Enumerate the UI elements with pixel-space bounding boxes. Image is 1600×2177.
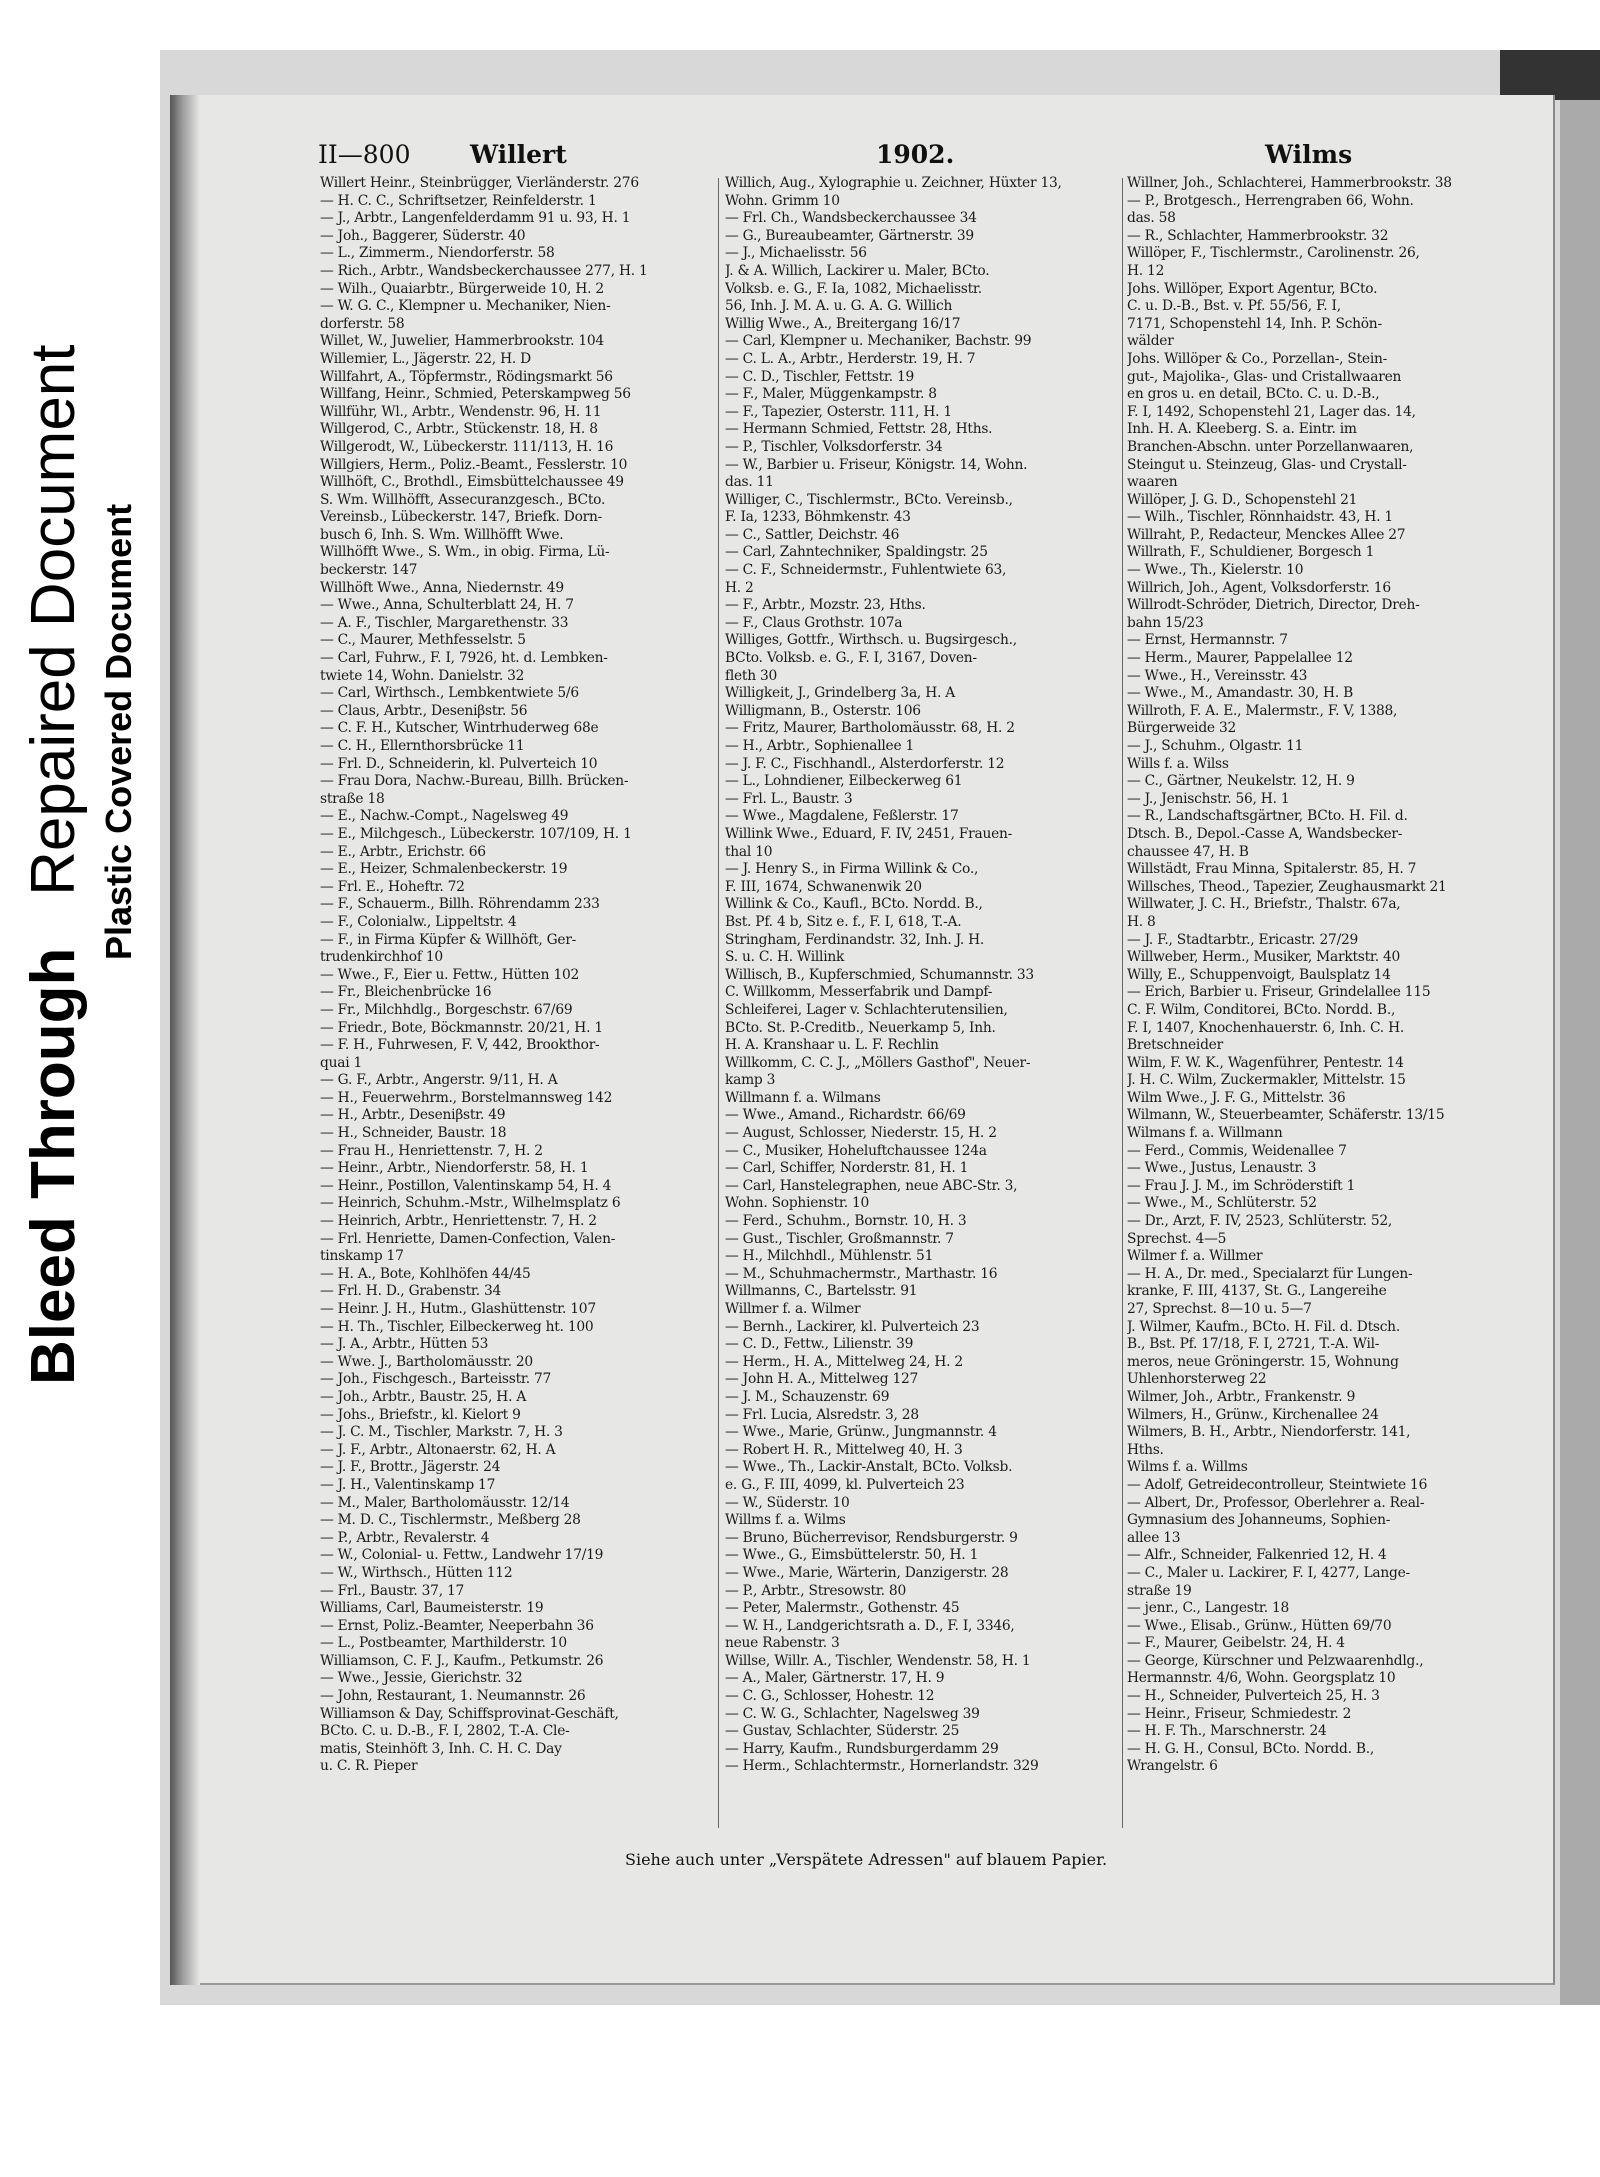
directory-entry-line: — Ernst, Hermannstr. 7 xyxy=(1127,632,1288,649)
directory-entry-line: — J. F., Brottr., Jägerstr. 24 xyxy=(320,1459,501,1476)
directory-entry-line: Willsches, Theod., Tapezier, Zeughausmarkt 21 xyxy=(1127,878,1447,895)
directory-entry-line: — Heinr., Friseur, Schmiedestr. 2 xyxy=(1127,1705,1352,1722)
directory-entry-line: — J. H., Valentinskamp 17 xyxy=(320,1476,496,1493)
directory-entry-line: B., Bst. Pf. 17/18, F. I, 2721, T.-A. Wil- xyxy=(1127,1336,1380,1353)
directory-entry-line: Willemier, L., Jägerstr. 22, H. D xyxy=(320,350,531,367)
directory-entry-line: 27, Sprechst. 8—10 u. 5—7 xyxy=(1127,1301,1312,1317)
directory-entry-line: Wilmann, W., Steuerbeamter, Schäferstr. 13/15 xyxy=(1127,1107,1445,1124)
directory-column-3 xyxy=(1127,175,1525,1840)
directory-entry-line: — G., Bureaubeamter, Gärtnerstr. 39 xyxy=(725,227,974,244)
directory-entry-line: Williamson, C. F. J., Kaufm., Petkumstr. 26 xyxy=(320,1652,604,1669)
directory-entry-line: — W., Barbier u. Friseur, Königstr. 14, Wohn. xyxy=(725,456,1028,473)
directory-entry-line: — Claus, Arbtr., Deseniβstr. 56 xyxy=(320,702,528,719)
directory-entry-line: quai 1 xyxy=(320,1054,363,1071)
directory-entry-line: — Frl. Lucia, Alsredstr. 3, 28 xyxy=(725,1406,919,1423)
directory-entry-line: — Herm., Maurer, Pappelallee 12 xyxy=(1127,650,1353,667)
directory-entry-line: — J., Jenischstr. 56, H. 1 xyxy=(1127,790,1290,807)
directory-entry-line: — Frau H., Henriettenstr. 7, H. 2 xyxy=(320,1142,543,1159)
directory-entry-line: Hermannstr. 4/6, Wohn. Georgsplatz 10 xyxy=(1127,1670,1396,1687)
directory-entry-line: Willwater, J. C. H., Briefstr., Thalstr. 67a, xyxy=(1127,896,1401,913)
directory-entry-line: — C., Sattler, Deichstr. 46 xyxy=(725,526,900,543)
directory-entry-line: Willmanns, C., Bartelsstr. 91 xyxy=(725,1283,918,1300)
directory-entry-line: — F., Tapezier, Osterstr. 111, H. 1 xyxy=(725,403,952,420)
directory-entry-line: H. 12 xyxy=(1127,262,1165,279)
directory-entry-line: — Wwe., Elisab., Grünw., Hütten 69/70 xyxy=(1127,1617,1392,1634)
directory-entry-line: — Heinrich, Arbtr., Henriettenstr. 7, H. 2 xyxy=(320,1213,597,1230)
directory-entry-line: S. u. C. H. Willink xyxy=(725,949,845,966)
directory-entry-line: — Rich., Arbtr., Wandsbeckerchaussee 277, H. 1 xyxy=(320,262,648,279)
directory-entry-line: Willkomm, C. C. J., „Möllers Gasthof", Neuer- xyxy=(725,1054,1031,1071)
directory-entry-line: Willink Wwe., Eduard, F. IV, 2451, Frauen- xyxy=(725,825,1013,842)
directory-entry-line: — F., Arbtr., Mozstr. 23, Hths. xyxy=(725,597,926,614)
directory-column-2 xyxy=(725,175,1121,1840)
directory-entry-line: — Ernst, Poliz.-Beamter, Neeperbahn 36 xyxy=(320,1617,594,1634)
directory-entry-line: — Dr., Arzt, F. IV, 2523, Schlüterstr. 52, xyxy=(1127,1213,1393,1230)
directory-entry-line: — Hermann Schmied, Fettstr. 28, Hths. xyxy=(725,421,993,438)
directory-entry-line: — Wilh., Quaiarbtr., Bürgerweide 10, H. 2 xyxy=(320,280,604,297)
directory-entry-line: — C. H., Ellernthorsbrücke 11 xyxy=(320,738,525,754)
directory-entry-line: Wilmer f. a. Willmer xyxy=(1127,1248,1263,1265)
directory-entry-line: — H., Arbtr., Sophienallee 1 xyxy=(725,738,915,754)
directory-entry-line: — Frl. Ch., Wandsbeckerchaussee 34 xyxy=(725,210,977,227)
directory-entry-line: Willner, Joh., Schlachterei, Hammerbrookstr. 38 xyxy=(1127,175,1452,191)
directory-entry-line: Willich, Aug., Xylographie u. Zeichner, Hüxter 13, xyxy=(725,175,1062,191)
directory-entry-line: Willmann f. a. Wilmans xyxy=(725,1089,881,1106)
directory-entry-line: BCto. Volksb. e. G., F. I, 3167, Doven- xyxy=(725,650,977,667)
directory-entry-line: — Carl, Schiffer, Norderstr. 81, H. 1 xyxy=(725,1160,969,1177)
directory-entry-line: busch 6, Inh. S. Wm. Willhöfft Wwe. xyxy=(320,526,564,543)
directory-entry-line: Willhöft, C., Brothdl., Eimsbüttelchaussee 49 xyxy=(320,474,624,491)
directory-entry-line: — H. A., Dr. med., Specialarzt für Lungen- xyxy=(1127,1265,1413,1282)
directory-entry-line: Willweber, Herm., Musiker, Marktstr. 40 xyxy=(1127,949,1401,966)
directory-entry-line: — H. Th., Tischler, Eilbeckerweg ht. 100 xyxy=(320,1318,594,1335)
directory-entry-line: H. A. Kranshaar u. L. F. Rechlin xyxy=(725,1037,939,1054)
directory-column-1 xyxy=(320,175,712,1840)
directory-entry-line: — Gustav, Schlachter, Süderstr. 25 xyxy=(725,1723,960,1740)
directory-entry-line: — Joh., Fischgesch., Barteisstr. 77 xyxy=(320,1371,552,1388)
label-plastic-covered: Plastic Covered Document xyxy=(98,503,139,960)
directory-entry-line: — Johs., Briefstr., kl. Kielort 9 xyxy=(320,1406,521,1423)
directory-entry-line: Johs. Willöper, Export Agentur, BCto. xyxy=(1127,280,1378,297)
directory-entry-line: beckerstr. 147 xyxy=(320,562,418,579)
page-gutter-shadow xyxy=(170,95,200,1985)
directory-entry-line: Willrich, Joh., Agent, Volksdorferstr. 16 xyxy=(1127,579,1391,596)
directory-entry-line: — C. F., Schneidermstr., Fuhlentwiete 63, xyxy=(725,562,1007,579)
directory-entry-line: — Joh., Arbtr., Baustr. 25, H. A xyxy=(320,1388,527,1405)
directory-entry-line: — E., Milchgesch., Lübeckerstr. 107/109, H. 1 xyxy=(320,825,632,842)
directory-entry-line: bahn 15/23 xyxy=(1127,614,1204,631)
directory-entry-line: — P., Brotgesch., Herrengraben 66, Wohn. xyxy=(1127,192,1414,209)
directory-entry-line: Willgiers, Herm., Poliz.-Beamt., Fesslerstr. 10 xyxy=(320,456,628,473)
directory-entry-line: — Frl. L., Baustr. 3 xyxy=(725,790,853,807)
directory-entry-line: H. 8 xyxy=(1127,913,1156,930)
directory-entry-line: — M. D. C., Tischlermstr., Meßberg 28 xyxy=(320,1512,581,1529)
directory-entry-line: das. 11 xyxy=(725,474,774,491)
directory-entry-line: Uhlenhorsterweg 22 xyxy=(1127,1371,1267,1388)
directory-entry-line: Bretschneider xyxy=(1127,1037,1223,1054)
directory-entry-line: — Carl, Zahntechniker, Spaldingstr. 25 xyxy=(725,544,988,561)
directory-entry-line: Willhöft Wwe., Anna, Niedernstr. 49 xyxy=(320,579,564,596)
directory-entry-line: — F., Schauerm., Billh. Röhrendamm 233 xyxy=(320,896,600,913)
directory-entry-line: — C., Gärtner, Neukelstr. 12, H. 9 xyxy=(1127,773,1355,790)
directory-entry-line: — Wwe., Th., Kielerstr. 10 xyxy=(1127,562,1304,579)
directory-entry-line: Sprechst. 4—5 xyxy=(1127,1230,1227,1247)
directory-entry-line: — J., Arbtr., Langenfelderdamm 91 u. 93, H. 1 xyxy=(320,210,631,227)
directory-entry-line: — Carl, Fuhrw., F. I, 7926, ht. d. Lembken- xyxy=(320,650,608,667)
directory-entry-line: — Wwe., Marie, Wärterin, Danzigerstr. 28 xyxy=(725,1564,1009,1581)
directory-entry-line: Willink & Co., Kaufl., BCto. Nordd. B., xyxy=(725,896,983,913)
page-number: II—800 xyxy=(318,140,411,169)
directory-entry-line: Willöper, J. G. D., Schopenstehl 21 xyxy=(1127,491,1358,508)
directory-entry-line: — Carl, Wirthsch., Lembkentwiete 5/6 xyxy=(320,685,579,702)
directory-entry-line: — M., Schuhmachermstr., Marthastr. 16 xyxy=(725,1265,998,1282)
directory-entry-line: — Harry, Kaufm., Rundsburgerdamm 29 xyxy=(725,1740,999,1757)
directory-entry-line: — W., Süderstr. 10 xyxy=(725,1494,850,1511)
directory-entry-line: — Joh., Baggerer, Süderstr. 40 xyxy=(320,227,526,244)
directory-entry-line: — John, Restaurant, 1. Neumannstr. 26 xyxy=(320,1688,586,1705)
directory-entry-line: — John H. A., Mittelweg 127 xyxy=(725,1371,919,1388)
directory-entry-line: — Frl. E., Hoheftr. 72 xyxy=(320,878,465,895)
directory-entry-line: Willse, Willr. A., Tischler, Wendenstr. 58, H. 1 xyxy=(725,1652,1031,1669)
directory-entry-line: — Frau Dora, Nachw.-Bureau, Billh. Brücken- xyxy=(320,773,629,790)
directory-entry-line: Steingut u. Steinzeug, Glas- und Crystall- xyxy=(1127,456,1407,473)
directory-entry-line: J. & A. Willich, Lackirer u. Maler, BCto. xyxy=(725,262,990,279)
directory-entry-line: Willhöfft Wwe., S. Wm., in obig. Firma, Lü- xyxy=(320,544,610,561)
directory-entry-line: 7171, Schopenstehl 14, Inh. P. Schön- xyxy=(1127,315,1382,332)
directory-entry-line: — Fr., Bleichenbrücke 16 xyxy=(320,984,492,1001)
directory-entry-line: — Albert, Dr., Professor, Oberlehrer a. Real- xyxy=(1127,1494,1425,1511)
directory-entry-line: — R., Schlachter, Hammerbrookstr. 32 xyxy=(1127,227,1389,244)
directory-entry-line: thal 10 xyxy=(725,843,773,860)
directory-entry-line: — H. F. Th., Marschnerstr. 24 xyxy=(1127,1723,1327,1740)
directory-entry-line: — E., Arbtr., Erichstr. 66 xyxy=(320,843,486,860)
directory-entry-line: — H., Schneider, Baustr. 18 xyxy=(320,1125,507,1142)
directory-entry-line: Willgerodt, W., Lübeckerstr. 111/113, H. 16 xyxy=(320,438,614,455)
directory-entry-line: — G. F., Arbtr., Angerstr. 9/11, H. A xyxy=(320,1072,558,1089)
directory-entry-line: Stringham, Ferdinandstr. 32, Inh. J. H. xyxy=(725,931,985,948)
directory-entry-line: — Bruno, Bücherrevisor, Rendsburgerstr. 9 xyxy=(725,1529,1018,1546)
directory-entry-line: — J. A., Arbtr., Hütten 53 xyxy=(320,1336,489,1353)
directory-entry-line: — C., Maler u. Lackirer, F. I, 4277, Lange- xyxy=(1127,1564,1410,1581)
directory-entry-line: — C. D., Fettw., Lilienstr. 39 xyxy=(725,1336,914,1353)
directory-entry-line: — Heinr., Postillon, Valentinskamp 54, H. 4 xyxy=(320,1177,612,1194)
directory-entry-line: Willfahrt, A., Töpfermstr., Rödingsmarkt 56 xyxy=(320,368,613,385)
directory-entry-line: S. Wm. Willhöfft, Assecuranzgesch., BCto. xyxy=(320,491,606,508)
directory-entry-line: allee 13 xyxy=(1127,1529,1181,1546)
directory-entry-line: — F., in Firma Küpfer & Willhöft, Ger- xyxy=(320,931,577,948)
directory-entry-line: — Peter, Malermstr., Gothenstr. 45 xyxy=(725,1600,960,1617)
column-rule xyxy=(718,178,719,1828)
directory-entry-line: — A., Maler, Gärtnerstr. 17, H. 9 xyxy=(725,1670,945,1687)
directory-entry-line: dorferstr. 58 xyxy=(320,315,405,332)
directory-entry-line: — Ferd., Commis, Weidenallee 7 xyxy=(1127,1142,1347,1159)
directory-entry-line: — J. M., Schauzenstr. 69 xyxy=(725,1388,890,1405)
directory-entry-line: — Wwe., Th., Lackir-Anstalt, BCto. Volksb. xyxy=(725,1459,1013,1476)
directory-entry-line: Hths. xyxy=(1127,1441,1164,1458)
directory-entry-line: — A. F., Tischler, Margarethenstr. 33 xyxy=(320,614,569,631)
directory-entry-line: — Heinr. J. H., Hutm., Glashüttenstr. 107 xyxy=(320,1301,596,1317)
directory-entry-line: Dtsch. B., Depol.-Casse A, Wandsbecker- xyxy=(1127,825,1403,842)
directory-entry-line: Willms f. a. Wilms xyxy=(725,1512,846,1529)
directory-entry-line: twiete 14, Wohn. Danielstr. 32 xyxy=(320,667,525,684)
directory-entry-line: Willy, E., Schuppenvoigt, Baulsplatz 14 xyxy=(1127,966,1391,983)
directory-entry-line: u. C. R. Pieper xyxy=(320,1758,418,1775)
scan-dark-corner xyxy=(1500,50,1600,100)
directory-entry-line: — W., Wirthsch., Hütten 112 xyxy=(320,1564,513,1581)
directory-entry-line: — P., Arbtr., Stresowstr. 80 xyxy=(725,1582,906,1599)
directory-entry-line: — F. H., Fuhrwesen, F. V, 442, Brookthor- xyxy=(320,1037,600,1054)
directory-entry-line: Williamson & Day, Schiffsprovinat-Geschäft, xyxy=(320,1705,619,1722)
directory-entry-line: — Wwe., Jessie, Gierichstr. 32 xyxy=(320,1670,523,1687)
directory-entry-line: — Friedr., Bote, Böckmannstr. 20/21, H. 1 xyxy=(320,1019,603,1036)
directory-entry-line: H. 2 xyxy=(725,579,754,596)
label-repaired: Repaired Document xyxy=(19,344,88,896)
directory-entry-line: — F., Claus Grothstr. 107a xyxy=(725,614,903,631)
directory-entry-line: — jenr., C., Langestr. 18 xyxy=(1127,1600,1290,1617)
directory-entry-line: J. Wilmer, Kaufm., BCto. H. Fil. d. Dtsch. xyxy=(1127,1318,1400,1335)
directory-entry-line: waaren xyxy=(1127,474,1178,491)
directory-entry-line: — H., Schneider, Pulverteich 25, H. 3 xyxy=(1127,1688,1380,1705)
directory-entry-line: — F., Maurer, Geibelstr. 24, H. 4 xyxy=(1127,1635,1345,1652)
directory-entry-line: wälder xyxy=(1127,333,1174,350)
directory-entry-line: Wilms f. a. Willms xyxy=(1127,1459,1248,1476)
directory-entry-line: — H., Feuerwehrm., Borstelmannsweg 142 xyxy=(320,1089,613,1106)
directory-entry-line: 56, Inh. J. M. A. u. G. A. G. Willich xyxy=(725,298,953,315)
directory-entry-line: — C. G., Schlosser, Hohestr. 12 xyxy=(725,1688,935,1705)
directory-entry-line: — Bernh., Lackirer, kl. Pulverteich 23 xyxy=(725,1318,980,1335)
directory-entry-line: tinskamp 17 xyxy=(320,1248,404,1265)
directory-entry-line: Willrodt-Schröder, Dietrich, Director, Dreh- xyxy=(1127,597,1420,614)
side-label-primary xyxy=(18,344,89,1385)
directory-entry-line: Wohn. Sophienstr. 10 xyxy=(725,1195,870,1212)
directory-entry-line: — Herm., Schlachtermstr., Hornerlandstr. 329 xyxy=(725,1758,1039,1775)
directory-entry-line: — M., Maler, Bartholomäusstr. 12/14 xyxy=(320,1494,570,1511)
directory-entry-line: — J. C. M., Tischler, Markstr. 7, H. 3 xyxy=(320,1424,563,1441)
directory-entry-line: — F., Colonialw., Lippeltstr. 4 xyxy=(320,913,517,930)
directory-entry-line: — Alfr., Schneider, Falkenried 12, H. 4 xyxy=(1127,1547,1387,1564)
directory-entry-line: gut-, Majolika-, Glas- und Cristallwaaren xyxy=(1127,368,1402,385)
directory-entry-line: chaussee 47, H. B xyxy=(1127,843,1249,860)
directory-entry-line: — Frl. Henriette, Damen-Confection, Valen- xyxy=(320,1230,616,1247)
directory-entry-line: Wilmers, H., Grünw., Kirchenallee 24 xyxy=(1127,1406,1379,1423)
directory-entry-line: — F., Maler, Müggenkampstr. 8 xyxy=(725,386,937,403)
directory-entry-line: — C. D., Tischler, Fettstr. 19 xyxy=(725,368,915,385)
directory-entry-line: Willgerod, C., Arbtr., Stückenstr. 18, H. 8 xyxy=(320,421,598,438)
directory-entry-line: — Robert H. R., Mittelweg 40, H. 3 xyxy=(725,1441,963,1458)
directory-entry-line: — E., Heizer, Schmalenbeckerstr. 19 xyxy=(320,861,568,878)
directory-entry-line: Willführ, Wl., Arbtr., Wendenstr. 96, H. 11 xyxy=(320,403,602,420)
directory-entry-line: — J. F., Stadtarbtr., Ericastr. 27/29 xyxy=(1127,931,1359,948)
directory-entry-line: — J., Schuhm., Olgastr. 11 xyxy=(1127,738,1304,754)
directory-entry-line: — P., Arbtr., Revalerstr. 4 xyxy=(320,1529,490,1546)
directory-entry-line: C. F. Wilm, Conditorei, BCto. Nordd. B., xyxy=(1127,1001,1396,1018)
directory-entry-line: — Frl. D., Schneiderin, kl. Pulverteich 10 xyxy=(320,755,598,772)
directory-entry-line: Willet, W., Juwelier, Hammerbrookstr. 104 xyxy=(320,333,604,350)
directory-entry-line: — C. L. A., Arbtr., Herderstr. 19, H. 7 xyxy=(725,350,976,367)
directory-entry-line: Volksb. e. G., F. Ia, 1082, Michaelisstr. xyxy=(725,280,982,297)
directory-entry-line: — W. H., Landgerichtsrath a. D., F. I, 3346, xyxy=(725,1617,1015,1634)
directory-entry-line: — Wwe., Justus, Lenaustr. 3 xyxy=(1127,1160,1317,1177)
directory-entry-line: Wrangelstr. 6 xyxy=(1127,1758,1218,1775)
directory-entry-line: Williges, Gottfr., Wirthsch. u. Bugsirgesch., xyxy=(725,632,1017,649)
directory-entry-line: — Heinr., Arbtr., Niendorferstr. 58, H. 1 xyxy=(320,1160,589,1177)
directory-entry-line: Willöper, F., Tischlermstr., Carolinenstr. 26, xyxy=(1127,245,1420,262)
column-rule xyxy=(1122,178,1123,1828)
directory-entry-line: Wohn. Grimm 10 xyxy=(725,192,840,209)
directory-entry-line: — C. F. H., Kutscher, Wintrhuderweg 68e xyxy=(320,720,599,737)
directory-entry-line: — C., Musiker, Hoheluftchaussee 124a xyxy=(725,1142,987,1159)
directory-entry-line: F. I, 1407, Knochenhauerstr. 6, Inh. C. H. xyxy=(1127,1019,1404,1036)
directory-entry-line: Schleiferei, Lager v. Schlachterutensilien, xyxy=(725,1001,1008,1018)
directory-entry-line: C. u. D.-B., Bst. v. Pf. 55/56, F. I, xyxy=(1127,298,1341,315)
directory-entry-line: Willisch, B., Kupferschmied, Schumannstr. 33 xyxy=(725,966,1034,983)
directory-entry-line: e. G., F. III, 4099, kl. Pulverteich 23 xyxy=(725,1476,965,1493)
directory-entry-line: — George, Kürschner und Pelzwaarenhdlg., xyxy=(1127,1652,1424,1669)
footer-note: Siehe auch unter „Verspätete Adressen" auf blauem Papier. xyxy=(625,1850,1108,1869)
directory-entry-line: Wills f. a. Wilss xyxy=(1127,755,1229,772)
directory-entry-line: F. III, 1674, Schwanenwik 20 xyxy=(725,878,922,895)
directory-entry-line: Willigkeit, J., Grindelberg 3a, H. A xyxy=(725,685,955,702)
directory-entry-line: Wilm Wwe., J. F. G., Mittelstr. 36 xyxy=(1127,1089,1346,1106)
directory-entry-line: das. 58 xyxy=(1127,210,1176,227)
directory-entry-line: — Wwe., M., Schlüterstr. 52 xyxy=(1127,1195,1317,1212)
directory-entry-line: — Herm., H. A., Mittelweg 24, H. 2 xyxy=(725,1353,963,1370)
scan-right-edge xyxy=(1560,100,1600,2005)
header-year: 1902. xyxy=(876,140,955,169)
directory-entry-line: — Carl, Klempner u. Mechaniker, Bachstr. 99 xyxy=(725,333,1032,350)
directory-entry-line: — Heinrich, Schuhm.-Mstr., Wilhelmsplatz 6 xyxy=(320,1195,621,1212)
directory-entry-line: J. H. C. Wilm, Zuckermakler, Mittelstr. 15 xyxy=(1127,1072,1406,1089)
directory-entry-line: Willroth, F. A. E., Malermstr., F. V, 1388, xyxy=(1127,702,1398,719)
directory-entry-line: — Wwe., Amand., Richardstr. 66/69 xyxy=(725,1107,966,1124)
directory-entry-line: kamp 3 xyxy=(725,1072,776,1089)
directory-entry-line: straße 19 xyxy=(1127,1582,1192,1599)
directory-entry-line: Wilmer, Joh., Arbtr., Frankenstr. 9 xyxy=(1127,1388,1356,1405)
directory-entry-line: — L., Postbeamter, Marthilderstr. 10 xyxy=(320,1635,567,1652)
directory-entry-line: — J., Michaelisstr. 56 xyxy=(725,245,867,262)
directory-entry-line: — H. G. H., Consul, BCto. Nordd. B., xyxy=(1127,1740,1375,1757)
directory-entry-line: Willraht, P., Redacteur, Menckes Allee 27 xyxy=(1127,526,1406,543)
directory-entry-line: fleth 30 xyxy=(725,667,778,684)
directory-entry-line: Willert Heinr., Steinbrügger, Vierländerstr. 276 xyxy=(320,175,639,191)
directory-entry-line: Vereinsb., Lübeckerstr. 147, Briefk. Dorn- xyxy=(320,509,603,526)
directory-entry-line: F. I, 1492, Schopenstehl 21, Lager das. 14, xyxy=(1127,403,1416,420)
directory-entry-line: — Wwe., F., Eier u. Fettw., Hütten 102 xyxy=(320,966,580,983)
directory-entry-line: en gros u. en detail, BCto. C. u. D.-B., xyxy=(1127,386,1380,403)
directory-entry-line: — Wwe., Marie, Grünw., Jungmannstr. 4 xyxy=(725,1424,997,1441)
directory-entry-line: — H. C. C., Schriftsetzer, Reinfelderstr. 1 xyxy=(320,192,597,209)
directory-entry-line: — L., Zimmerm., Niendorferstr. 58 xyxy=(320,245,555,262)
directory-entry-line: C. Willkomm, Messerfabrik und Dampf- xyxy=(725,984,993,1001)
directory-entry-line: Willrath, F., Schuldiener, Borgesch 1 xyxy=(1127,544,1375,561)
directory-entry-line: Willfang, Heinr., Schmied, Peterskampweg 56 xyxy=(320,386,631,403)
directory-entry-line: — Wwe., Magdalene, Feßlerstr. 17 xyxy=(725,808,959,825)
directory-entry-line: — Carl, Hanstelegraphen, neue ABC-Str. 3, xyxy=(725,1177,1018,1194)
directory-entry-line: — W., Colonial- u. Fettw., Landwehr 17/19 xyxy=(320,1547,604,1564)
directory-entry-line: — Wwe., M., Amandastr. 30, H. B xyxy=(1127,685,1353,702)
directory-entry-line: — Adolf, Getreidecontrolleur, Steintwiete 16 xyxy=(1127,1476,1428,1493)
directory-entry-line: — Frl., Baustr. 37, 17 xyxy=(320,1582,465,1599)
directory-entry-line: — J. F. C., Fischhandl., Alsterdorferstr. 12 xyxy=(725,755,1005,772)
directory-entry-line: Willstädt, Frau Minna, Spitalerstr. 85, H. 7 xyxy=(1127,861,1417,878)
directory-entry-line: BCto. St. P.-Creditb., Neuerkamp 5, Inh. xyxy=(725,1019,996,1036)
label-bleed-through: Bleed Through xyxy=(19,947,88,1385)
directory-entry-line: BCto. C. u. D.-B., F. I, 2802, T.-A. Cle- xyxy=(320,1723,570,1740)
directory-entry-line: — Frl. H. D., Grabenstr. 34 xyxy=(320,1283,502,1300)
directory-entry-line: — August, Schlosser, Niederstr. 15, H. 2 xyxy=(725,1125,997,1142)
directory-entry-line: — R., Landschaftsgärtner, BCto. H. Fil. d. xyxy=(1127,808,1408,825)
directory-entry-line: kranke, F. III, 4137, St. G., Langereihe xyxy=(1127,1283,1387,1300)
directory-entry-line: — C., Maurer, Methfesselstr. 5 xyxy=(320,632,526,649)
directory-entry-line: Willigmann, B., Osterstr. 106 xyxy=(725,702,921,719)
directory-entry-line: — E., Nachw.-Compt., Nagelsweg 49 xyxy=(320,808,569,825)
directory-entry-line: matis, Steinhöft 3, Inh. C. H. C. Day xyxy=(320,1740,562,1757)
directory-entry-line: — Fritz, Maurer, Bartholomäusstr. 68, H. 2 xyxy=(725,720,1015,737)
directory-entry-line: — Wwe., Anna, Schulterblatt 24, H. 7 xyxy=(320,597,574,614)
directory-entry-line: — Erich, Barbier u. Friseur, Grindelallee 115 xyxy=(1127,984,1431,1001)
directory-entry-line: — Frau J. J. M., im Schröderstift 1 xyxy=(1127,1177,1356,1194)
header-left-name: Willert xyxy=(470,140,567,169)
directory-entry-line: Branchen-Abschn. unter Porzellanwaaren, xyxy=(1127,438,1414,455)
directory-entry-line: Williger, C., Tischlermstr., BCto. Vereinsb., xyxy=(725,491,1013,508)
directory-entry-line: — J. F., Arbtr., Altonaerstr. 62, H. A xyxy=(320,1441,556,1458)
directory-entry-line: — Wwe., H., Vereinsstr. 43 xyxy=(1127,667,1308,684)
header-right-name: Wilms xyxy=(1265,140,1353,169)
directory-entry-line: — L., Lohndiener, Eilbeckerweg 61 xyxy=(725,773,963,790)
directory-entry-line: Bst. Pf. 4 b, Sitz e. f., F. I, 618, T.-A. xyxy=(725,913,962,930)
directory-entry-line: — P., Tischler, Volksdorferstr. 34 xyxy=(725,438,943,455)
directory-entry-line: trudenkirchhof 10 xyxy=(320,949,443,966)
directory-entry-line: — H., Milchhdl., Mühlenstr. 51 xyxy=(725,1248,934,1265)
directory-entry-line: Wilm, F. W. K., Wagenführer, Pentestr. 14 xyxy=(1127,1054,1404,1071)
directory-entry-line: Johs. Willöper & Co., Porzellan-, Stein- xyxy=(1127,350,1388,367)
directory-entry-line: Wilmers, B. H., Arbtr., Niendorferstr. 141, xyxy=(1127,1424,1411,1441)
directory-entry-line: meros, neue Gröningerstr. 15, Wohnung xyxy=(1127,1353,1399,1370)
directory-entry-line: Gymnasium des Johanneums, Sophien- xyxy=(1127,1512,1391,1529)
directory-entry-line: — H., Arbtr., Deseniβstr. 49 xyxy=(320,1107,506,1124)
directory-entry-line: — Gust., Tischler, Großmannstr. 7 xyxy=(725,1230,954,1247)
directory-entry-line: — Ferd., Schuhm., Bornstr. 10, H. 3 xyxy=(725,1213,967,1230)
directory-entry-line: — Wilh., Tischler, Rönnhaidstr. 43, H. 1 xyxy=(1127,509,1393,526)
directory-entry-line: — H. A., Bote, Kohlhöfen 44/45 xyxy=(320,1265,531,1282)
directory-entry-line: — J. Henry S., in Firma Willink & Co., xyxy=(725,861,979,878)
directory-entry-line: — C. W. G., Schlachter, Nagelsweg 39 xyxy=(725,1705,980,1722)
directory-entry-line: straße 18 xyxy=(320,790,385,807)
directory-entry-line: Williams, Carl, Baumeisterstr. 19 xyxy=(320,1600,544,1617)
directory-entry-line: — W. G. C., Klempner u. Mechaniker, Nien- xyxy=(320,298,611,315)
directory-entry-line: Wilmans f. a. Willmann xyxy=(1127,1125,1283,1142)
directory-entry-line: F. Ia, 1233, Böhmkenstr. 43 xyxy=(725,509,911,526)
directory-entry-line: neue Rabenstr. 3 xyxy=(725,1635,840,1652)
directory-entry-line: Bürgerweide 32 xyxy=(1127,720,1237,737)
directory-entry-line: — Fr., Milchhdlg., Borgeschstr. 67/69 xyxy=(320,1001,573,1018)
directory-entry-line: — Wwe., G., Eimsbüttelerstr. 50, H. 1 xyxy=(725,1547,979,1564)
directory-entry-line: Willig Wwe., A., Breitergang 16/17 xyxy=(725,315,961,332)
directory-entry-line: Willmer f. a. Wilmer xyxy=(725,1301,861,1317)
directory-entry-line: — Wwe. J., Bartholomäusstr. 20 xyxy=(320,1353,533,1370)
directory-entry-line: Inh. H. A. Kleeberg. S. a. Eintr. im xyxy=(1127,421,1357,438)
